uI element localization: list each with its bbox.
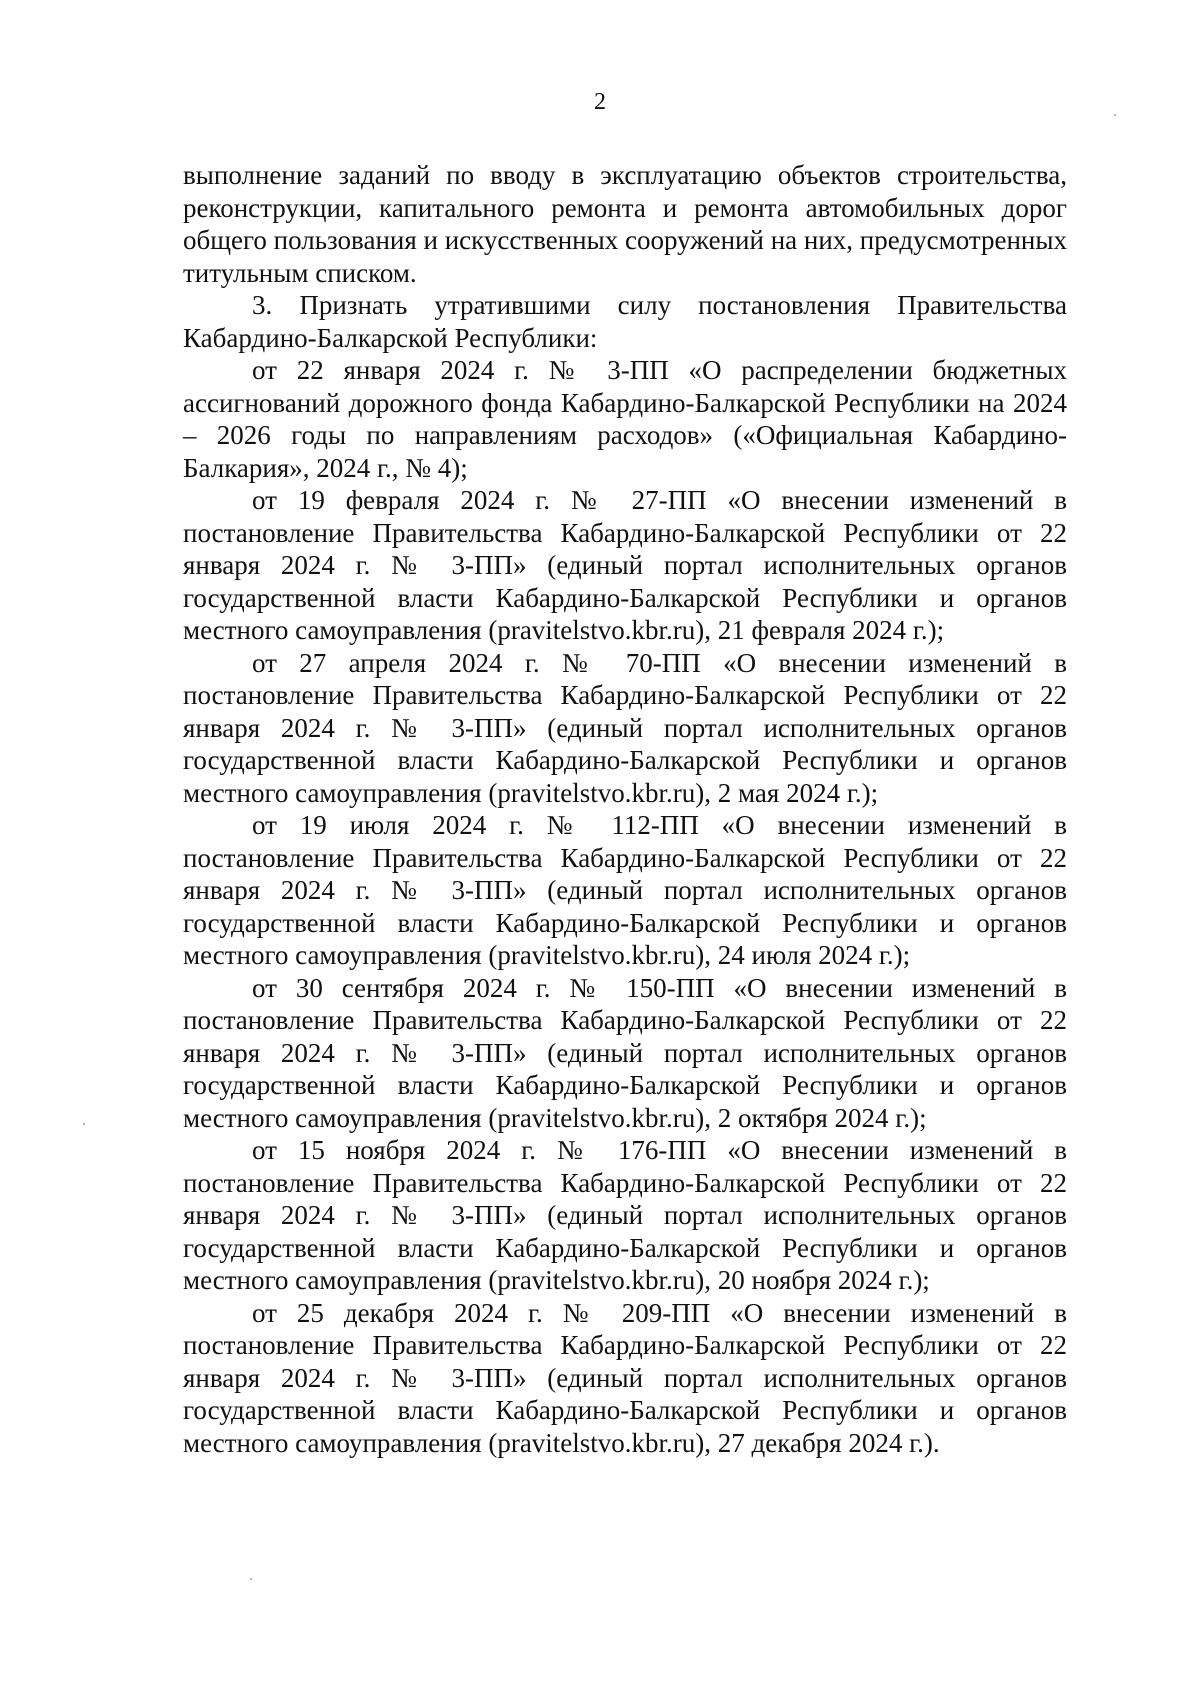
scan-speck: [250, 1578, 252, 1580]
paragraph-decree-150pp: от 30 сентября 2024 г. № 150-ПП «О внесении изменений в постановление Правительства Кабардино-Балкарской Республики от 22 января 2024 г. № 3-ПП» (единый портал исполнительных органов государственной власти Кабардино-Балкарской Республики и органов местного самоуправления (pravitelstvo.kbr.ru), 2 октября 2024 г.);: [183, 972, 1067, 1133]
paragraph-decree-70pp: от 27 апреля 2024 г. № 70-ПП «О внесении изменений в постановление Правительства Кабардино-Балкарской Республики от 22 января 2024 г. № 3-ПП» (единый портал исполнительных органов государственной власти Кабардино-Балкарской Республики и органов местного самоуправления (pravitelstvo.kbr.ru), 2 мая 2024 г.);: [183, 647, 1067, 808]
paragraph-decree-3pp: от 22 января 2024 г. № 3-ПП «О распределении бюджетных ассигнований дорожного фонда Кабардино-Балкарской Республики на 2024 – 2026 годы по направлениям расходов» («Официальная Кабардино-Балкария», 2024 г., № 4);: [183, 355, 1067, 483]
scan-speck: [1114, 114, 1116, 116]
paragraph-decree-176pp: от 15 ноября 2024 г. № 176-ПП «О внесении изменений в постановление Правительства Кабардино-Балкарской Республики от 22 января 2024 г. № 3-ПП» (единый портал исполнительных органов государственной власти Кабардино-Балкарской Республики и органов местного самоуправления (pravitelstvo.kbr.ru), 20 ноября 2024 г.);: [183, 1135, 1067, 1295]
paragraph-decree-209pp: от 25 декабря 2024 г. № 209-ПП «О внесении изменений в постановление Правительства Кабардино-Балкарской Республики от 22 января 2024 г. № 3-ПП» (единый портал исполнительных органов государственной власти Кабардино-Балкарской Республики и органов местного самоуправления (pravitelstvo.kbr.ru), 27 декабря 2024 г.).: [183, 1297, 1067, 1458]
paragraph-decree-27pp: от 19 февраля 2024 г. № 27-ПП «О внесении изменений в постановление Правительства Кабардино-Балкарской Республики от 22 января 2024 г. № 3-ПП» (единый портал исполнительных органов государственной власти Кабардино-Балкарской Республики и органов местного самоуправления (pravitelstvo.kbr.ru), 21 февраля 2024 г.);: [183, 485, 1067, 645]
document-body: [183, 159, 1067, 1459]
paragraph-decree-112pp: от 19 июля 2024 г. № 112-ПП «О внесении изменений в постановление Правительства Кабардино-Балкарской Республики от 22 января 2024 г. № 3-ПП» (единый портал исполнительных органов государственной власти Кабардино-Балкарской Республики и органов местного самоуправления (pravitelstvo.kbr.ru), 24 июля 2024 г.);: [183, 810, 1067, 970]
paragraph-continuation: выполнение заданий по вводу в эксплуатацию объектов строительства, реконструкции, капитального ремонта и ремонта автомобильных дорог общего пользования и искусственных сооружений на них, предусмотренных титульным списком.: [183, 160, 1067, 288]
page-number: 2: [594, 89, 606, 115]
scan-speck: [83, 1123, 85, 1125]
paragraph-item-3: 3. Признать утратившими силу постановления Правительства Кабардино-Балкарской Республики:: [183, 290, 1067, 353]
